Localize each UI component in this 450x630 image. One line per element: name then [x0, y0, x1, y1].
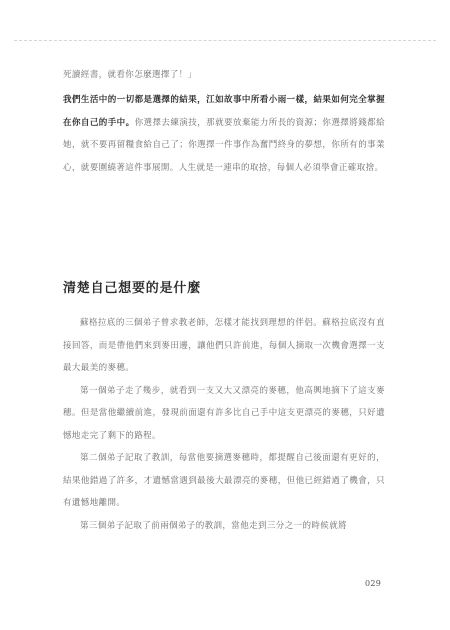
emphasis-text: 我們生活中的一切都是選擇的結果，江如故事中所看小雨一樣，結果如何完全掌握在你自己的手中。 — [63, 95, 385, 128]
body-text — [63, 312, 385, 537]
continuation-paragraph: 死讀經書，就看你怎麼選擇了！」 — [63, 70, 197, 80]
body-paragraph: 蘇格拉底的三個弟子曾求教老師，怎樣才能找到理想的伴侶。蘇格拉底沒有直接回答，而是帶他們來到麥田邊，讓他們只許前進，每個人摘取一次機會選擇一支最大最美的麥穗。 — [63, 318, 385, 373]
page-header-rule — [14, 40, 436, 41]
page-number: 029 — [365, 579, 382, 588]
body-paragraph: 第二個弟子記取了教訓，每當他要摘選麥穗時，都提醒自己後面還有更好的，結果他錯過了許多，才遺憾當遇到最後大最漂亮的麥穗，但他已經錯過了機會，只有遺憾地離開。 — [63, 453, 385, 508]
emphasis-paragraph — [63, 89, 385, 179]
body-paragraph: 第一個弟子走了幾步，就看到一支又大又漂亮的麥穗，他高興地摘下了這支麥穗。但是當他繼續前進，發現前面還有許多比自己手中這支更漂亮的麥穗，只好遺憾地走完了剩下的路程。 — [63, 385, 385, 441]
emphasis-followup-text: 你選擇去練演技，那就要放棄能力所長的資源；你選擇將錢都給她，就不要再留糧食給自己了；你選擇一件事作為奮鬥終身的夢想，你所有的事業心，就要圍繞著這件事展開。人生就是一連串的取捨，每個人必須學會正確取捨。 — [63, 117, 386, 173]
section-heading: 清楚自己想要的是什麼 — [63, 281, 202, 296]
body-paragraph: 第三個弟子記取了前兩個弟子的教訓，當他走到三分之一的時候就將 — [80, 520, 348, 531]
